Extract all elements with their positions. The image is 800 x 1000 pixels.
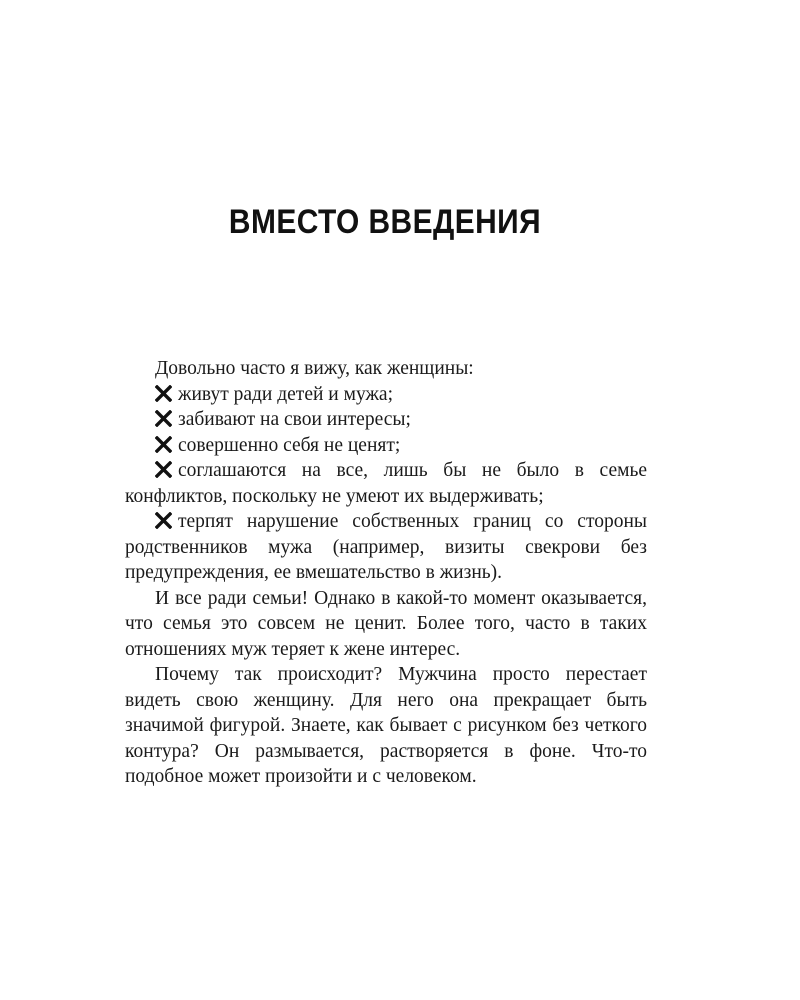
bullet-item — [125, 458, 647, 509]
intro-paragraph: Довольно часто я вижу, как женщины: — [155, 358, 474, 379]
bullet-item — [125, 407, 647, 433]
chapter-title: ВМЕСТО ВВЕДЕНИЯ — [228, 202, 542, 241]
bullet-text: терпят нарушение собственных границ со стороны родственников мужа (например, визиты свекрови без предупреждения, ее вмешательство в жизнь). — [125, 511, 647, 583]
paragraph: И все ради семьи! Однако в какой-то момент оказывается, что семья это совсем не ценит. Более того, часто в таких отношениях муж теряет к жене интерес. — [125, 587, 647, 660]
bullet-text: живут ради детей и мужа; — [178, 383, 393, 405]
bullet-item — [125, 509, 647, 586]
body-text — [125, 356, 647, 790]
x-mark-icon — [155, 436, 172, 453]
x-mark-icon — [155, 512, 172, 529]
paragraph: Почему так происходит? Мужчина просто перестает видеть свою женщину. Для него она прекращает быть значимой фигурой. Знаете, как бывает с рисунком без четкого контура? Он размывается, растворяется в фоне. Что-то подобное может произойти и с человеком. — [125, 664, 647, 787]
bullet-text: соглашаются на все, лишь бы не было в семье конфликтов, поскольку не умеют их выдерживать; — [125, 460, 647, 507]
x-mark-icon — [155, 385, 172, 402]
bullet-text: совершенно себя не ценят; — [178, 434, 401, 456]
x-mark-icon — [155, 461, 172, 478]
bullet-text: забивают на свои интересы; — [178, 409, 411, 430]
bullet-item — [125, 382, 647, 408]
bullet-item — [125, 433, 647, 459]
x-mark-icon — [155, 410, 172, 427]
